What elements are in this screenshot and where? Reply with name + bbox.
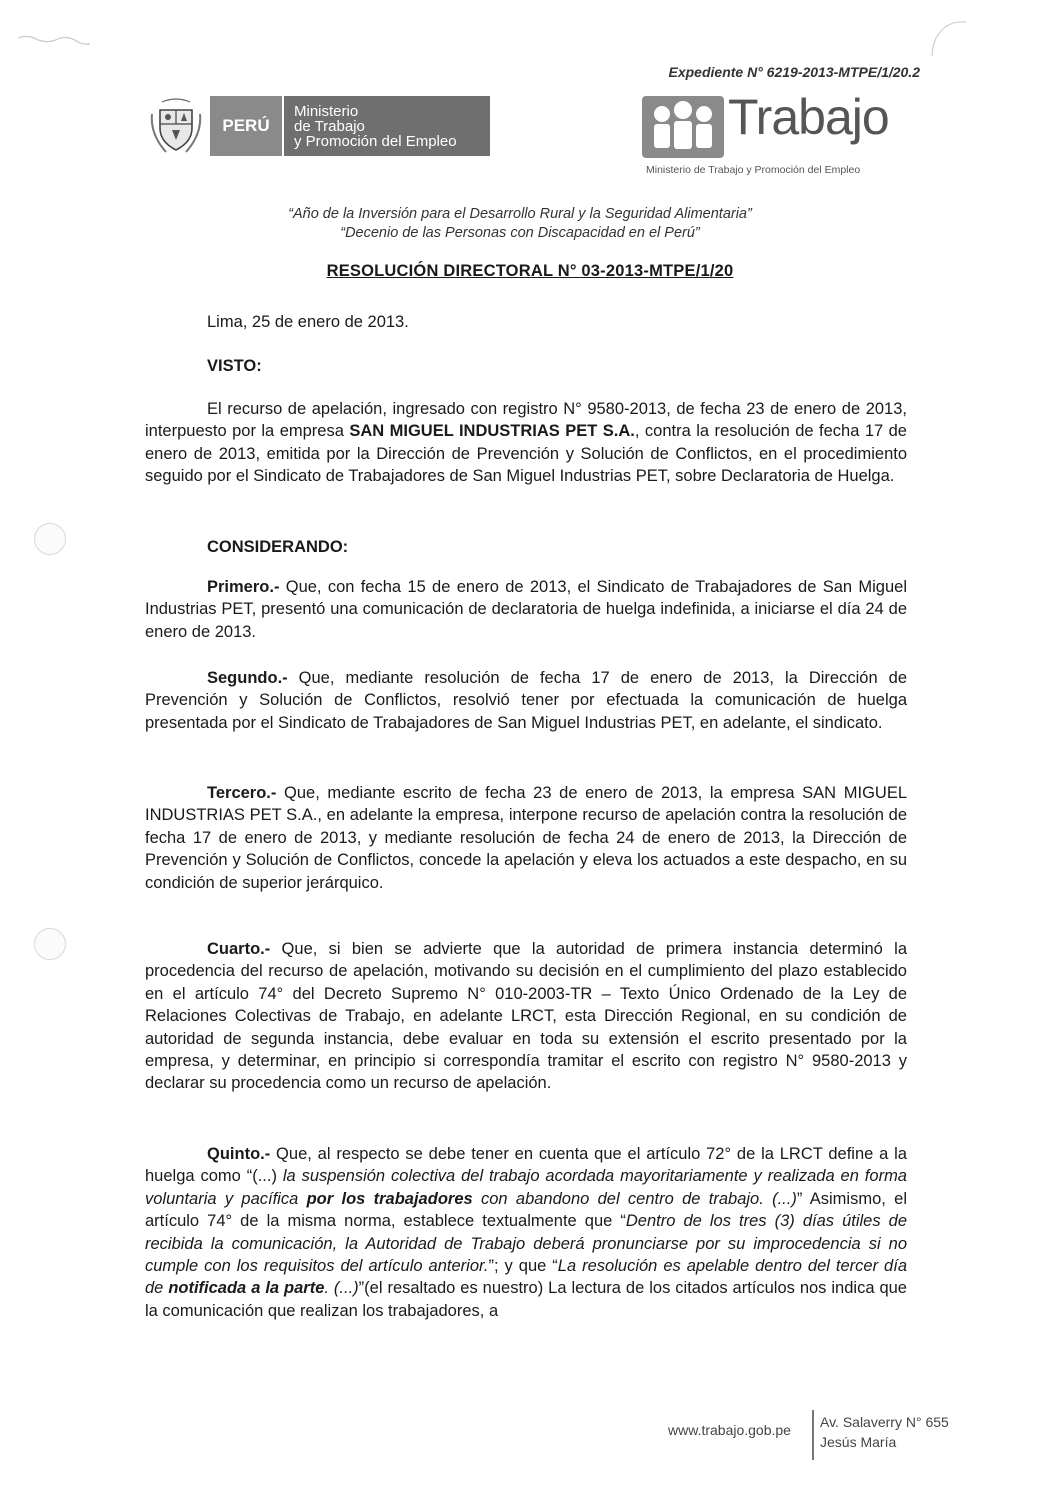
ministry-line-2: de Trabajo bbox=[294, 117, 365, 135]
trabajo-subtitle: Ministerio de Trabajo y Promoción del Empleo bbox=[646, 164, 861, 176]
footer-address bbox=[820, 1412, 949, 1452]
footer-address-line-1: Av. Salaverry N° 655 bbox=[820, 1414, 949, 1430]
quinto-bold-italic-1: por los trabajadores bbox=[306, 1189, 473, 1208]
motto-line-2: “Decenio de las Personas con Discapacidad en el Perú” bbox=[340, 225, 700, 241]
tercero-paragraph bbox=[145, 782, 907, 894]
quinto-italic-1: la suspensión colectiva del trabajo acordada mayoritariamente y realizada en forma voluntaria y pacífica bbox=[145, 1167, 907, 1208]
coat-of-arms-icon bbox=[148, 96, 204, 156]
scan-mark-top-left bbox=[14, 28, 104, 52]
cuarto-text: Que, si bien se advierte que la autoridad de primera instancia determinó la procedencia del recurso de apelación, motivando su decisión en el cumplimiento del plazo establecido en el artículo 74° del Decreto Supremo N° 010-2003-TR – Texto Único Ordenado de la Ley de Relaciones Colectivas de Trabajo, en adelante LRCT, esta Dirección Regional, en su condición de autoridad de segunda instancia, debe evaluar en toda su extensión el escrito presentado por la empresa, y determinar, en principio si correspondía tramitar el escrito con registro N° 9580-2013 y declarar su procedencia como un recurso de apelación. bbox=[145, 940, 907, 1093]
punch-hole-bottom bbox=[34, 928, 66, 960]
quinto-italic-3: Dentro de los tres (3) días útiles de recibida la comunicación, la Autoridad de Trabajo deberá pronunciarse por su improcedencia si no cumple con los requisitos del artículo anterior. bbox=[145, 1212, 908, 1276]
resolution-title: RESOLUCIÓN DIRECTORAL N° 03-2013-MTPE/1/20 bbox=[326, 262, 734, 280]
segundo-paragraph bbox=[145, 667, 907, 734]
primero-text: Que, con fecha 15 de enero de 2013, el Sindicato de Trabajadores de San Miguel Industrias PET, presentó una comunicación de declaratoria de huelga indefinida, a iniciarse el día 24 de enero de 2013. bbox=[145, 578, 907, 641]
visto-text-2: , contra la resolución de fecha 17 de enero de 2013, emitida por la Dirección de Prevención y Solución de Conflictos, en el procedimiento seguido por el Sindicato de Trabajadores de San Miguel Industrias PET, sobre Declaratoria de Huelga. bbox=[145, 422, 907, 486]
government-logo bbox=[148, 96, 490, 156]
visto-company-name: SAN MIGUEL INDUSTRIAS PET S.A. bbox=[349, 422, 635, 441]
cuarto-label: Cuarto.- bbox=[207, 940, 271, 958]
punch-hole-top bbox=[34, 523, 66, 555]
segundo-label: Segundo.- bbox=[207, 669, 288, 687]
ministry-line-3: y Promoción del Empleo bbox=[294, 132, 457, 150]
people-icon bbox=[640, 94, 726, 160]
ministry-line-1: Ministerio bbox=[294, 102, 359, 120]
footer-divider bbox=[812, 1410, 814, 1460]
cuarto-paragraph bbox=[145, 938, 907, 1095]
quinto-paragraph bbox=[145, 1143, 907, 1322]
scan-mark-top-right bbox=[926, 18, 976, 58]
quinto-bold-italic-2: notificada a la parte bbox=[168, 1279, 325, 1298]
quinto-text-3: ”; y que “ bbox=[488, 1257, 558, 1276]
quinto-text-1: Que, al respecto se debe tener en cuenta que el artículo 72° de la LRCT define a la huelga como “(...) bbox=[145, 1145, 907, 1186]
segundo-text: Que, mediante resolución de fecha 17 de enero de 2013, la Dirección de Prevención y Solución de Conflictos, resolvió tener por efectuada la comunicación de huelga presentada por el Sindicato de Trabajadores de San Miguel Industrias PET, en adelante, el sindicato. bbox=[145, 669, 907, 732]
quinto-italic-4: La resolución es apelable dentro del tercer día de bbox=[145, 1257, 907, 1298]
visto-paragraph bbox=[145, 398, 907, 488]
ministry-name bbox=[284, 96, 490, 156]
tercero-text: Que, mediante escrito de fecha 23 de enero de 2013, la empresa SAN MIGUEL INDUSTRIAS PET S.A., en adelante la empresa, interpone recurso de apelación contra la resolución de fecha 17 de enero de 2013, y mediante resolución de fecha 24 de enero de 2013, la Dirección de Prevención y Solución de Conflictos, concede la apelación y eleva los actuados a este despacho, en su condición de superior jerárquico. bbox=[145, 784, 907, 892]
quinto-italic-2: con abandono del centro de trabajo. (...) bbox=[472, 1189, 797, 1208]
country-label: PERÚ bbox=[210, 96, 284, 156]
quinto-text-4: ”(el resaltado es nuestro) La lectura de los citados artículos nos indica que la comunicación que realizan los trabajadores, a bbox=[145, 1279, 907, 1320]
quinto-text-2: ” Asimismo, el artículo 74° de la misma norma, establece textualmente que “ bbox=[145, 1189, 907, 1231]
primero-paragraph bbox=[145, 576, 907, 643]
quinto-italic-5: . (...) bbox=[324, 1279, 359, 1298]
tercero-label: Tercero.- bbox=[207, 784, 277, 802]
footer-website: www.trabajo.gob.pe bbox=[668, 1422, 791, 1438]
visto-heading: VISTO: bbox=[207, 357, 262, 375]
date-line: Lima, 25 de enero de 2013. bbox=[207, 313, 409, 331]
trabajo-logo bbox=[640, 89, 910, 182]
footer-address-line-2: Jesús María bbox=[820, 1434, 897, 1450]
considerando-heading: CONSIDERANDO: bbox=[207, 538, 349, 556]
primero-label: Primero.- bbox=[207, 578, 280, 596]
expediente-number: Expediente N° 6219-2013-MTPE/1/20.2 bbox=[668, 64, 920, 80]
motto-line-1: “Año de la Inversión para el Desarrollo Rural y la Seguridad Alimentaria” bbox=[288, 206, 752, 222]
visto-text-1: El recurso de apelación, ingresado con registro N° 9580-2013, de fecha 23 de enero de 2013, interpuesto por la empresa bbox=[145, 400, 907, 441]
trabajo-wordmark: Trabajo bbox=[728, 89, 889, 145]
quinto-label: Quinto.- bbox=[207, 1145, 271, 1163]
